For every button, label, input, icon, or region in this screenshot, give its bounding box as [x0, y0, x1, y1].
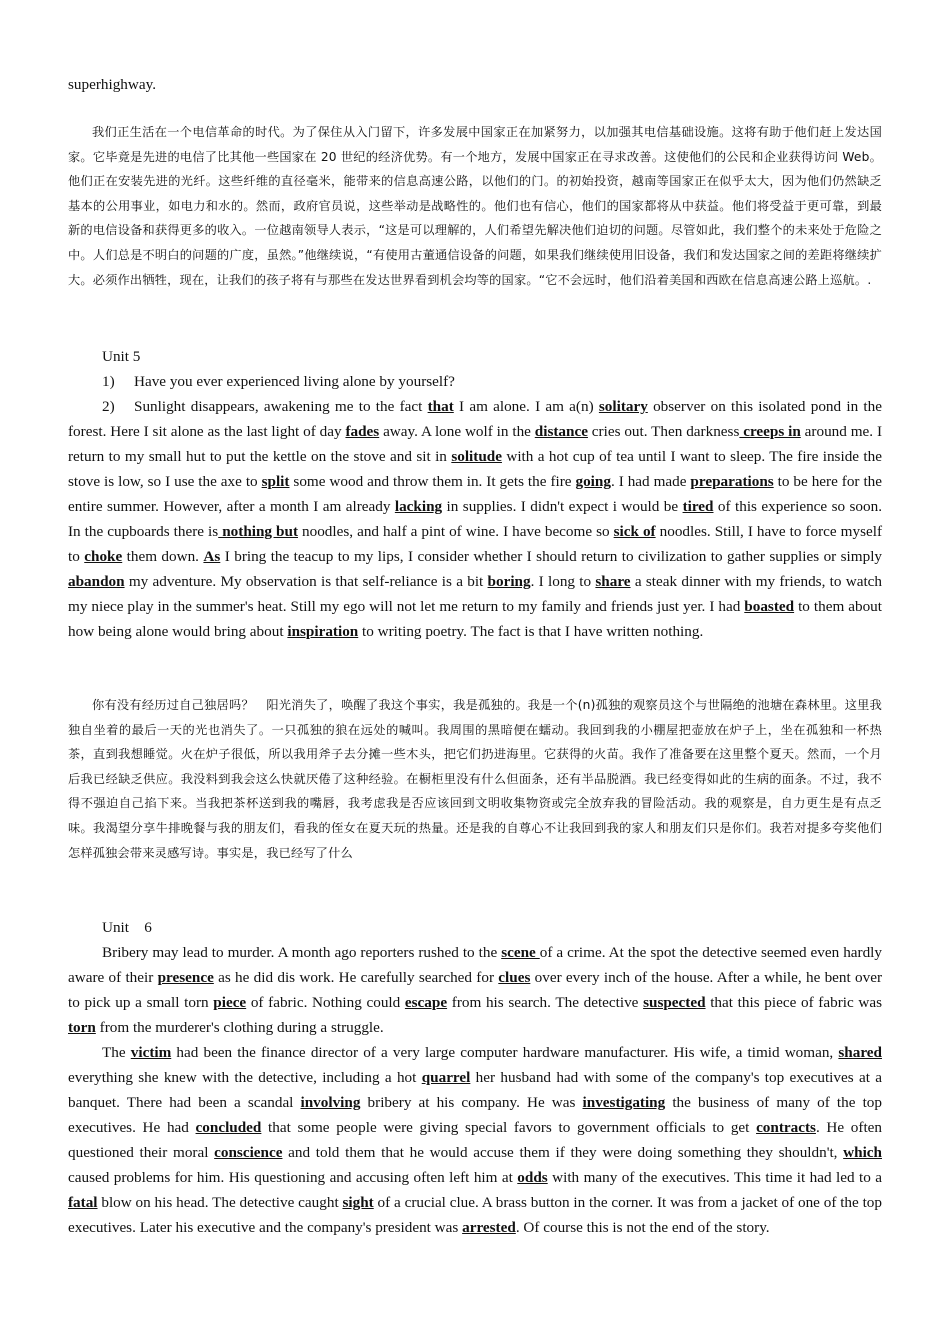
paragraph-text: had been the finance director of a very large computer hardware manufacturer. His wife, a timid woman, — [171, 1044, 839, 1061]
answer-word: boasted — [744, 598, 795, 615]
unit5-translation: 你有没有经历过自己独居吗？ 阳光消失了，唤醒了我这个事实，我是孤独的。我是一个(n)孤独的观察员这个与世隔绝的池塘在森林里。这里我独自坐着的最后一天的光也消失了。一只孤独的狼在远处的喊叫。我周围的黑暗便在蠕动。我回到我的小棚屋把壶放在炉子上，坐在孤独和一杯热茶，直到我想睡觉。火在炉子很低，所以我用斧子去分摊一些木头，把它们扔进海里。它获得的火苗。我作了准备要在这里整个夏天。然而，一个月后我已经缺乏供应。我没料到我会这么快就厌倦了这种经验。在橱柜里没有什么但面条，还有半品脱酒。我已经变得如此的生病的面条。不过，我不得不强迫自己掐下来。当我把茶杯送到我的嘴唇，我考虑我是否应该回到文明收集物资或完全放弃我的冒险活动。我的观察是，自力更生是有点乏味。我渴望分享牛排晚餐与我的朋友们，看我的侄女在夏天玩的热量。还是我的自尊心不让我回到我的家人和朋友们只是你们。我若对提多夸奖他们怎样孤独会带来灵感写诗。事实是，我已经写了什么 — [68, 698, 882, 860]
paragraph-text: away. A lone wolf in the — [379, 423, 535, 440]
answer-word: presence — [157, 969, 214, 986]
unit6-paragraph-1 — [68, 940, 882, 1040]
paragraph-text: them down. — [122, 548, 204, 565]
answer-word: fatal — [68, 1194, 98, 1211]
unit6-section — [68, 915, 882, 1240]
answer-word: torn — [68, 1019, 96, 1036]
paragraph-text: Sunlight disappears, awakening me to the fact — [134, 398, 428, 415]
answer-word: As — [203, 548, 221, 565]
paragraph-text: and told them that he would accuse them if they were doing something they shouldn't, — [282, 1144, 844, 1161]
paragraph-text: cries out. Then darkness — [587, 423, 740, 440]
answer-word: which — [843, 1144, 882, 1161]
paragraph-text: from his search. The detective — [447, 994, 644, 1011]
paragraph-text: . Of course this is not the end of the story. — [515, 1219, 770, 1236]
paragraph-text: . I long to — [530, 573, 596, 590]
answer-word: split — [261, 473, 290, 490]
answer-word: going — [575, 473, 611, 490]
paragraph-text: everything she knew with the detective, including a hot — [68, 1069, 422, 1086]
paragraph-text: as he did dis work. He carefully searched for — [213, 969, 499, 986]
paragraph-text: I am alone. I am a(n) — [453, 398, 599, 415]
paragraph-text: of fabric. Nothing could — [246, 994, 405, 1011]
paragraph-text: of a crime. At the spot the detective seemed even hardly aware of their — [68, 944, 882, 986]
unit5-item-2 — [68, 394, 882, 644]
paragraph-text: her husband had with some of the company's top executives at a banquet. There had been a scandal — [68, 1069, 882, 1111]
answer-word: odds — [517, 1169, 548, 1186]
answer-word: sight — [342, 1194, 374, 1211]
answer-word: involving — [300, 1094, 361, 1111]
answer-word: investigating — [582, 1094, 666, 1111]
paragraph-text: of this experience so soon. In the cupboards there is — [68, 498, 883, 540]
answer-word: suspected — [643, 994, 706, 1011]
paragraph-text: to writing poetry. The fact is that I have written nothing. — [358, 623, 704, 640]
paragraph-text: bribery at his company. He was — [360, 1094, 583, 1111]
answer-word: boring — [487, 573, 531, 590]
answer-word: arrested — [462, 1219, 516, 1236]
paragraph-text: noodles, and half a pint of wine. I have become so — [298, 523, 614, 540]
paragraph-text: to them about how being alone would bring about — [68, 598, 882, 640]
answer-word: distance — [534, 423, 588, 440]
answer-word: contracts — [756, 1119, 816, 1136]
answer-word: preparations — [690, 473, 774, 490]
paragraph-text: caused problems for him. His questioning and accusing often left him at — [68, 1169, 518, 1186]
answer-word: inspiration — [287, 623, 359, 640]
answer-word: fades — [345, 423, 380, 440]
answer-word: solitude — [451, 448, 502, 465]
paragraph-text: from the murderer's clothing during a struggle. — [95, 1019, 384, 1036]
answer-word: quarrel — [421, 1069, 471, 1086]
paragraph-text: in supplies. I didn't expect i would be — [442, 498, 683, 515]
paragraph-text: . I had made — [610, 473, 691, 490]
paragraph-text: observer on this isolated pond in the forest. Here I sit alone as the last light of day — [68, 398, 882, 440]
answer-word: that — [427, 398, 454, 415]
answer-word: abandon — [68, 573, 125, 590]
item-number: 2) — [102, 398, 115, 415]
unit4-translation: 我们正生活在一个电信革命的时代。为了保住从入门留下，许多发展中国家正在加紧努力，以加强其电信基础设施。这将有助于他们赶上发达国家。它毕竟是先进的电信了比其他一些国家在 20 世纪的经济优势。有一个地方，发展中国家正在寻求改善。这使他们的公民和企业获得访问 Web。他们正在安装先进的光纤。这些纤维的直径毫米，能带来的信息高速公路，以他们的门。的初始投资，越南等国家正在似乎太大，因为他们仍然缺乏基本的公用事业，如电力和水的。然而，政府官员说，这些举动是战略性的。他们也有信心，他们的国家都将从中获益。他们将受益于更可靠，到最新的电信设备和获得更多的收入。一位越南领导人表示，“这是可以理解的，人们希望先解决他们迫切的问题。尽管如此，我们整个的未来处于危险之中。人们总是不明白的问题的广度，虽然。”他继续说，“有使用古董通信设备的问题，如果我们继续使用旧设备，我们和发达国家之间的差距将继续扩大。必须作出牺牲，现在，让我们的孩子将有与那些在发达世界看到机会均等的国家。“它不会远时，他们沿着美国和西欧在信息高速公路上巡航。. — [68, 125, 882, 287]
answer-word: solitary — [598, 398, 648, 415]
answer-word: shared — [838, 1044, 882, 1061]
unit5-heading: Unit 5 — [102, 348, 141, 365]
answer-word: nothing but — [218, 523, 298, 540]
answer-word: victim — [130, 1044, 172, 1061]
paragraph-text: a steak dinner with my friends, to watch my niece play in the summer's heat. Still my ego will not let me return to my family and friends just yer. I had — [68, 573, 883, 615]
answer-word: conscience — [214, 1144, 283, 1161]
paragraph-text: with many of the executives. This time it had led to a — [547, 1169, 882, 1186]
paragraph-text: The — [102, 1044, 131, 1061]
paragraph-text: . He often questioned their moral — [68, 1119, 883, 1161]
paragraph-text: my adventure. My observation is that self-reliance is a bit — [124, 573, 488, 590]
paragraph-text: around me. I return to my small hut to put the kettle on the stove and sit in — [68, 423, 882, 465]
paragraph-text: of a crucial clue. A brass button in the corner. It was from a jacket of one of the top executives. Later his executive and the company's president was — [68, 1194, 882, 1236]
unit6-heading: Unit 6 — [102, 919, 152, 936]
paragraph-text: Bribery may lead to murder. A month ago reporters rushed to the — [102, 944, 502, 961]
unit5-item-1 — [68, 369, 882, 394]
top-line: superhighway. — [68, 76, 157, 93]
paragraph-text: to be here for the entire summer. However, after a month I am already — [68, 473, 882, 515]
answer-word: choke — [84, 548, 123, 565]
answer-word: share — [595, 573, 631, 590]
item-text: Have you ever experienced living alone by yourself? — [134, 373, 455, 390]
answer-word: tired — [682, 498, 714, 515]
unit6-paragraph-2 — [68, 1040, 882, 1240]
answer-word: creeps in — [739, 423, 801, 440]
paragraph-text: the business of many of the top executives. He had — [68, 1094, 882, 1136]
paragraph-text: over every inch of the house. After a while, he bent over to pick up a small torn — [68, 969, 883, 1011]
answer-word: clues — [498, 969, 531, 986]
paragraph-text: blow on his head. The detective caught — [97, 1194, 343, 1211]
answer-word: piece — [213, 994, 247, 1011]
answer-word: scene — [501, 944, 540, 961]
paragraph-text: with a hot cup of tea until I want to sleep. The fire inside the stove is low, so I use the axe to — [68, 448, 882, 490]
item-number: 1) — [102, 373, 115, 390]
paragraph-text: noodles. Still, I have to force myself to — [68, 523, 882, 565]
answer-word: concluded — [195, 1119, 262, 1136]
paragraph-text: that some people were giving special favors to government officials to get — [261, 1119, 757, 1136]
answer-word: escape — [404, 994, 448, 1011]
answer-word: lacking — [394, 498, 443, 515]
answer-word: sick of — [613, 523, 656, 540]
unit5-section — [68, 344, 882, 644]
paragraph-text: some wood and throw them in. It gets the fire — [289, 473, 576, 490]
paragraph-text: that this piece of fabric was — [705, 994, 882, 1011]
paragraph-text: I bring the teacup to my lips, I consider whether I should return to civilization to gather supplies or simply — [220, 548, 883, 565]
